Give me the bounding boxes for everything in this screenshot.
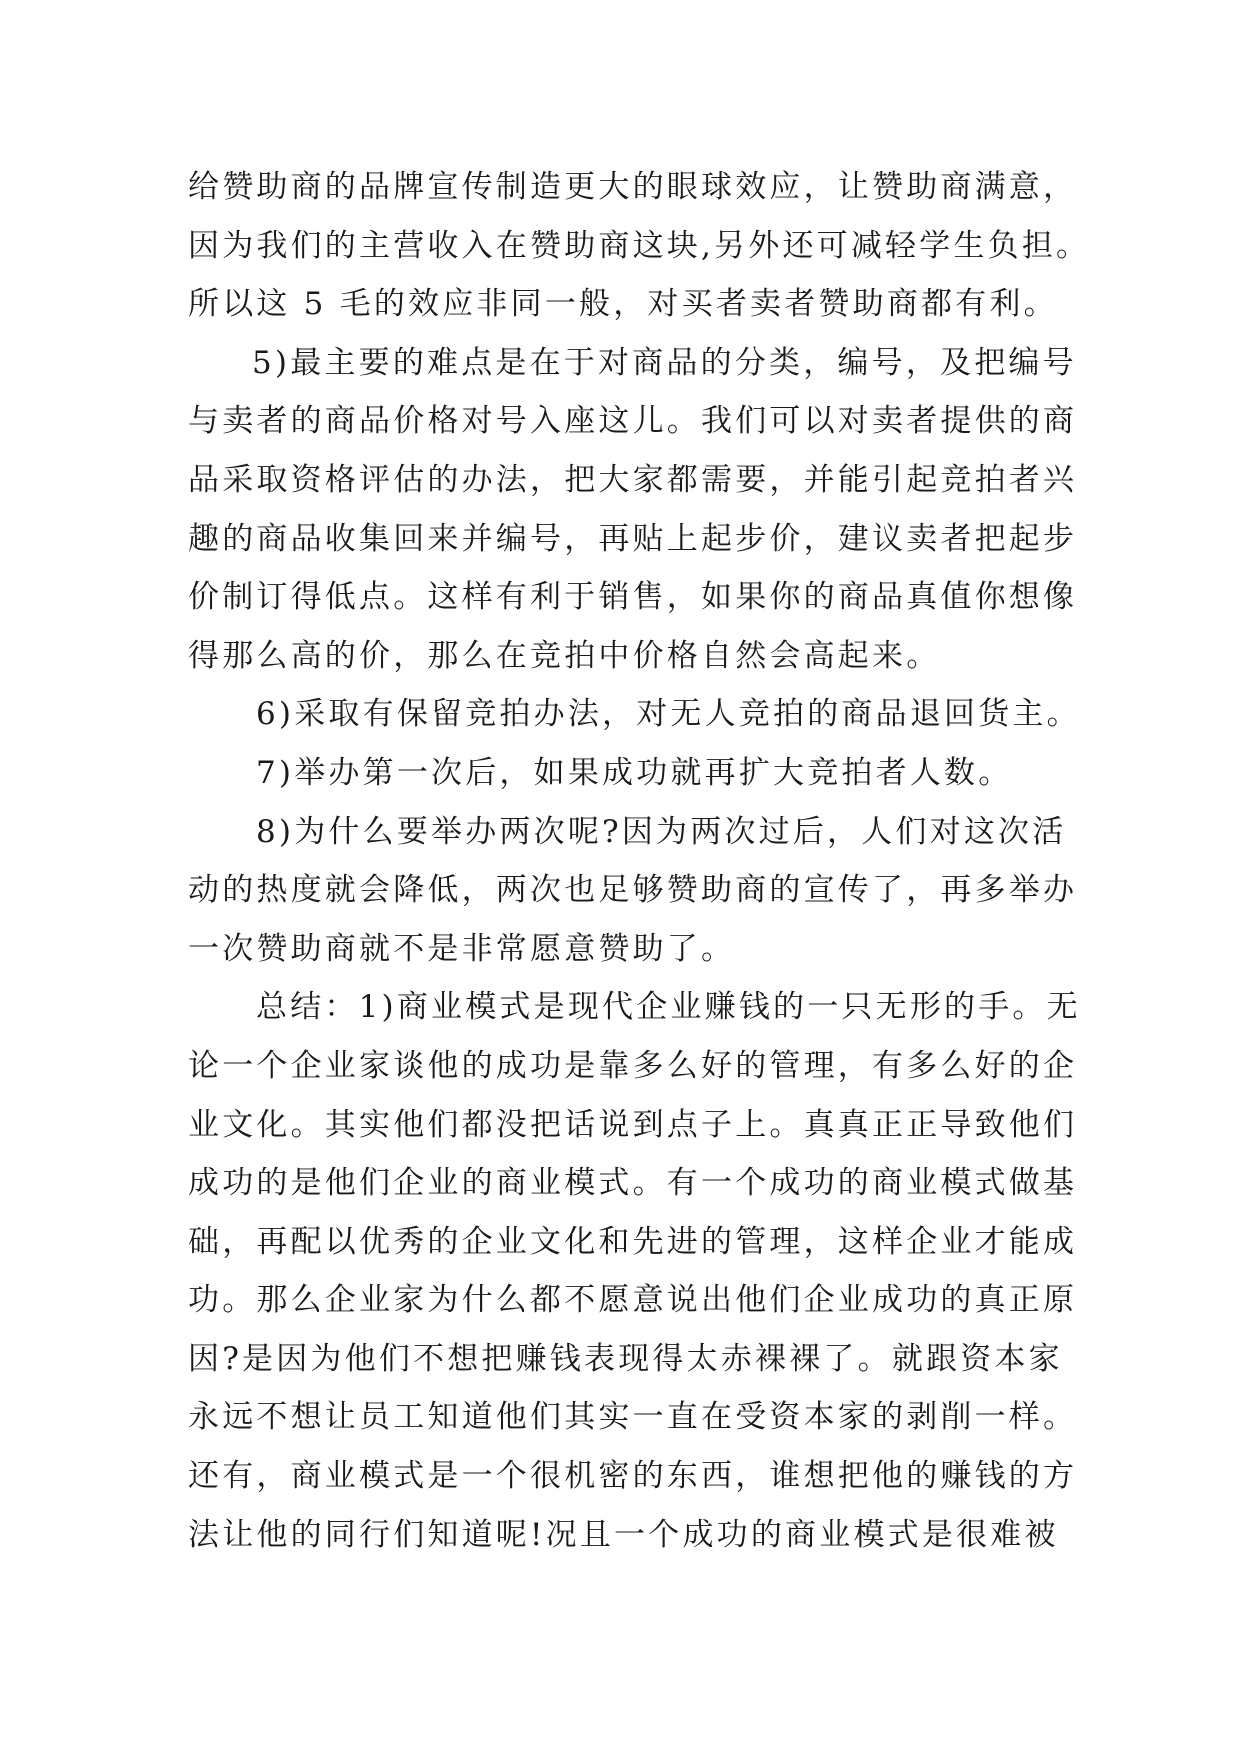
text-line: 得那么高的价，那么在竞拍中价格自然会高起来。 bbox=[188, 637, 941, 674]
text-line: 8)为什么要举办两次呢?因为两次过后，人们对这次活 bbox=[256, 813, 1067, 850]
text-line: 价制订得低点。这样有利于销售，如果你的商品真值你想像 bbox=[188, 579, 1078, 616]
text-line: 所以这 5 毛的效应非同一般，对买者卖者赞助商都有利。 bbox=[188, 286, 1058, 323]
body-text bbox=[188, 158, 1091, 1564]
text-line: 给赞助商的品牌宣传制造更大的眼球效应，让赞助商满意， bbox=[188, 169, 1078, 205]
text-line: 还有，商业模式是一个很机密的东西，谁想把他的赚钱的方 bbox=[188, 1458, 1078, 1495]
text-line: 7)举办第一次后，如果成功就再扩大竞拍者人数。 bbox=[256, 754, 1013, 791]
text-line: 总结：1)商业模式是现代企业赚钱的一只无形的手。无 bbox=[256, 989, 1081, 1026]
text-line: 品采取资格评估的办法，把大家都需要，并能引起竞拍者兴 bbox=[188, 461, 1078, 498]
text-line: 动的热度就会降低，两次也足够赞助商的宣传了，再多举办 bbox=[188, 872, 1078, 909]
text-line: 论一个企业家谈他的成功是靠多么好的管理，有多么好的企 bbox=[188, 1047, 1078, 1084]
text-line: 永远不想让员工知道他们其实一直在受资本家的剥削一样。 bbox=[188, 1399, 1078, 1436]
text-line: 法让他的同行们知道呢!况且一个成功的商业模式是很难被 bbox=[188, 1516, 1059, 1553]
text-line: 础，再配以优秀的企业文化和先进的管理，这样企业才能成 bbox=[188, 1223, 1078, 1260]
text-line: 成功的是他们企业的商业模式。有一个成功的商业模式做基 bbox=[188, 1165, 1078, 1202]
text-line: 6)采取有保留竞拍办法，对无人竞拍的商品退回货主。 bbox=[256, 696, 1081, 733]
text-line: 一次赞助商就不是非常愿意赞助了。 bbox=[188, 930, 736, 967]
text-line: 因为我们的主营收入在赞助商这块,另外还可减轻学生负担。 bbox=[188, 227, 1091, 264]
text-line: 与卖者的商品价格对号入座这儿。我们可以对卖者提供的商 bbox=[188, 403, 1078, 440]
text-line: 业文化。其实他们都没把话说到点子上。真真正正导致他们 bbox=[188, 1106, 1078, 1143]
text-line: 因?是因为他们不想把赚钱表现得太赤裸裸了。就跟资本家 bbox=[188, 1340, 1063, 1377]
text-line: 趣的商品收集回来并编号，再贴上起步价，建议卖者把起步 bbox=[188, 520, 1078, 557]
text-line: 功。那么企业家为什么都不愿意说出他们企业成功的真正原 bbox=[188, 1282, 1078, 1319]
text-line: 5)最主要的难点是在于对商品的分类，编号，及把编号 bbox=[252, 344, 1077, 381]
